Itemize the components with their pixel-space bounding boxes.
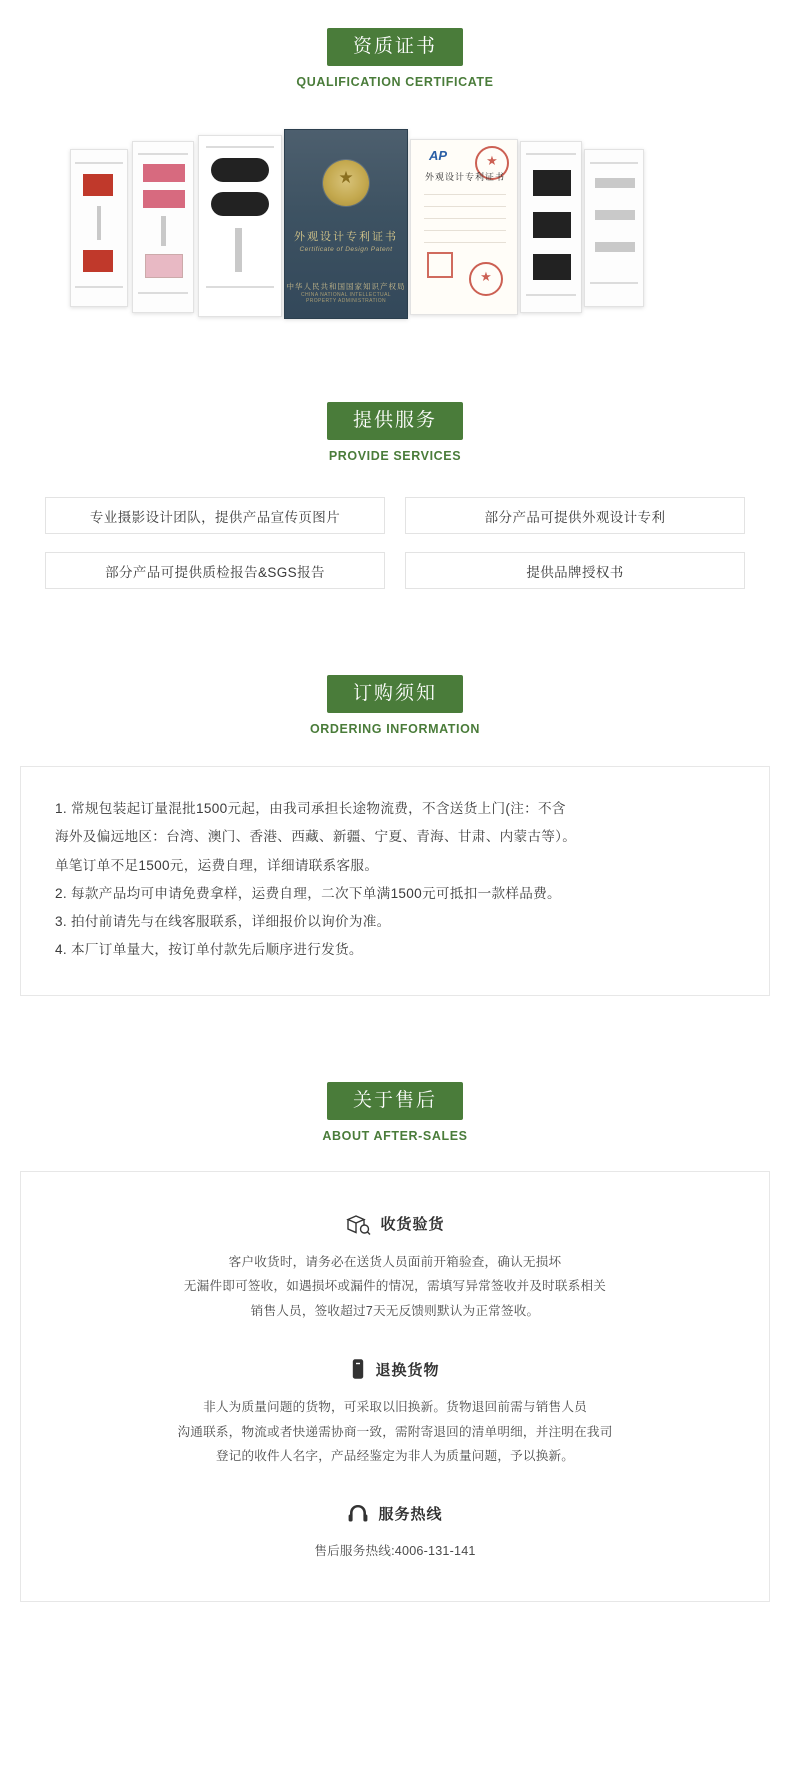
section-header-services: [0, 402, 790, 463]
ordering-line: 2. 每款产品均可申请免费拿样，运费自理，二次下单满1500元可抵扣一款样品费。: [55, 885, 561, 901]
headset-icon: [347, 1503, 369, 1525]
patent-book-line-4: CHINA NATIONAL INTELLECTUAL PROPERTY ADMINISTRATION: [301, 292, 391, 304]
after-sales-line: 非人为质量问题的货物，可采取以旧换新。货物退回前需与销售人员: [203, 1400, 587, 1415]
spacer-after-ordering: [0, 996, 790, 1082]
national-emblem-icon: [323, 160, 369, 206]
after-sales-line: 无漏件即可签收，如遇损坏或漏件的情况，需填写异常签收并及时联系相关: [183, 1279, 607, 1294]
patent-office-logo-icon: AP: [429, 148, 448, 163]
certificate-gallery: [0, 121, 790, 316]
ordering-line: 3. 拍付前请先与在线客服联系，详细报价以询价为准。: [55, 914, 391, 930]
ordering-info-box: [20, 766, 770, 996]
ordering-line: 4. 本厂订单量大，按订单付款先后顺序进行发货。: [55, 942, 363, 958]
return-goods-icon: [350, 1357, 366, 1381]
section-header-qualification: [0, 28, 790, 89]
section-title-ordering: 订购须知: [327, 675, 463, 713]
section-subtitle-ordering: ORDERING INFORMATION: [309, 722, 481, 736]
section-subtitle-qualification: QUALIFICATION CERTIFICATE: [296, 75, 494, 89]
after-sales-item-header: [51, 1503, 739, 1525]
after-sales-hotline: 售后服务热线:4006-131-141: [314, 1543, 476, 1558]
certificate-design-patent-book: [284, 129, 408, 319]
package-inspect-icon: [345, 1212, 371, 1236]
service-card: 提供品牌授权书: [405, 552, 745, 589]
spacer-after-services: [0, 589, 790, 675]
bottom-spacer: [0, 1602, 790, 1632]
top-spacer: [0, 0, 790, 28]
after-sales-item-header: [51, 1357, 739, 1381]
after-sales-item-title: 退换货物: [375, 1361, 440, 1379]
after-sales-item: [51, 1503, 739, 1564]
after-sales-item-title: 收货验货: [380, 1216, 445, 1234]
after-sales-line: 销售人员，签收超过7天无反馈则默认为正常签收。: [250, 1303, 540, 1318]
patent-book-line-1: 外观设计专利证书: [294, 231, 398, 243]
service-card: 部分产品可提供外观设计专利: [405, 497, 745, 534]
patent-book-line-2: Certificate of Design Patent: [299, 246, 393, 253]
certificate-drawing-sheet-2: [132, 141, 194, 313]
section-subtitle-after-sales: ABOUT AFTER-SALES: [322, 1128, 468, 1143]
patent-book-line-3: 中华人民共和国国家知识产权局: [286, 282, 406, 291]
patent-certificate-heading: 外观设计专利证书: [425, 172, 506, 182]
red-square-seal-icon: [427, 252, 453, 278]
after-sales-item-body: [51, 1539, 739, 1564]
service-card: 专业摄影设计团队，提供产品宣传页图片: [45, 497, 385, 534]
after-sales-line: 登记的收件人名字，产品经鉴定为非人为质量问题，予以换新。: [215, 1449, 575, 1464]
red-round-seal-bottom-icon: [469, 262, 503, 296]
after-sales-item-title: 服务热线: [378, 1506, 443, 1524]
after-sales-line: 客户收货时，请务必在送货人员面前开箱验查，确认无损坏: [228, 1254, 562, 1269]
after-sales-item: [51, 1357, 739, 1469]
services-grid: [45, 497, 745, 589]
spacer-after-certificates: [0, 316, 790, 402]
section-header-ordering: [0, 675, 790, 736]
after-sales-item-body: [51, 1250, 739, 1324]
section-subtitle-services: PROVIDE SERVICES: [328, 449, 462, 463]
certificate-drawing-sheet-5: [584, 149, 644, 307]
after-sales-item-header: [51, 1212, 739, 1236]
after-sales-box: [20, 1171, 770, 1603]
service-card: 部分产品可提供质检报告&SGS报告: [45, 552, 385, 589]
after-sales-item: [51, 1212, 739, 1324]
ordering-line: 单笔订单不足1500元，运费自理，详细请联系客服。: [55, 857, 379, 873]
ordering-line: 海外及偏远地区：台湾、澳门、香港、西藏、新疆、宁夏、青海、甘肃、内蒙古等）。: [55, 829, 577, 845]
certificate-drawing-sheet-1: [70, 149, 128, 307]
certificate-drawing-sheet-4: [520, 141, 582, 313]
section-title-services: 提供服务: [327, 402, 463, 440]
section-header-after-sales: [0, 1082, 790, 1143]
after-sales-item-body: [51, 1395, 739, 1469]
section-title-qualification: 资质证书: [327, 28, 463, 66]
after-sales-line: 沟通联系，物流或者快递需协商一致，需附寄退回的清单明细，并注明在我司: [177, 1424, 613, 1439]
ordering-line: 1. 常规包装起订量混批1500元起，由我司承担长途物流费，不含送货上门(注：不含: [55, 801, 566, 816]
certificate-design-patent: [410, 139, 518, 315]
certificate-drawing-sheet-3: [198, 135, 282, 317]
section-title-after-sales: 关于售后: [327, 1082, 463, 1120]
